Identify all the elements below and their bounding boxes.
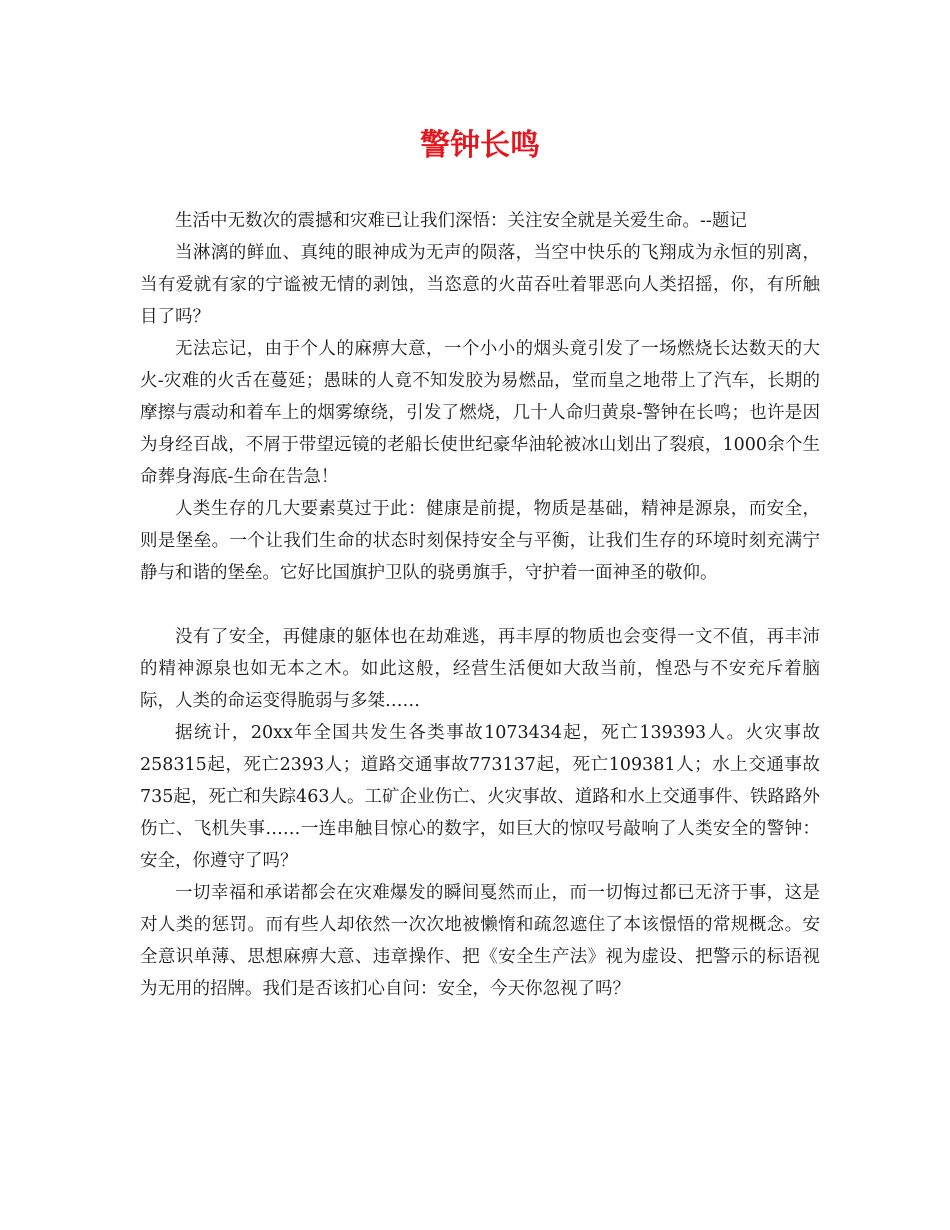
paragraph-epigraph: 生活中无数次的震撼和灾难已让我们深悟：关注安全就是关爱生命。--题记: [175, 211, 747, 231]
paragraph-gap: [140, 589, 820, 621]
page-title: 警钟长鸣: [420, 128, 540, 163]
paragraph: 人类生存的几大要素莫过于此：健康是前提，物质是基础，精神是源泉，而安全，则是堡垒。一个让我们生命的状态时刻保持安全与平衡，让我们生存的环境时刻充满宁静与和谐的堡垒。它好比国旗护卫队的骁勇旗手，守护着一面神圣的敬仰。: [140, 499, 820, 583]
paragraph: 当淋漓的鲜血、真纯的眼神成为无声的陨落，当空中快乐的飞翔成为永恒的别离，当有爱就有家的宁谧被无情的剥蚀，当恣意的火苗吞吐着罪恶向人类招摇，你，有所触目了吗？: [140, 243, 820, 327]
paragraph: 无法忘记，由于个人的麻痹大意，一个小小的烟头竟引发了一场燃烧长达数天的大火-灾难的火舌在蔓延；愚昧的人竟不知发胶为易燃品，堂而皇之地带上了汽车，长期的摩擦与震动和着车上的烟雾缭绕，引发了燃烧，几十人命归黄泉-警钟在长鸣；也许是因为身经百战，不屑于带望远镜的老船长使世纪豪华油轮被冰山划出了裂痕，1000余个生命葬身海底-生命在告急！: [140, 339, 820, 487]
paragraph: 没有了安全，再健康的躯体也在劫难逃，再丰厚的物质也会变得一文不值，再丰沛的精神源泉也如无本之木。如此这般，经营生活便如大敌当前，惶恐与不安充斥着脑际，人类的命运变得脆弱与多桀……: [140, 627, 820, 711]
paragraph: 据统计，20xx年全国共发生各类事故1073434起，死亡139393人。火灾事故258315起，死亡2393人；道路交通事故773137起，死亡109381人；水上交通事故735起，死亡和失踪463人。工矿企业伤亡、火灾事故、道路和水上交通事件、铁路路外伤亡、飞机失事……一连串触目惊心的数字，如巨大的惊叹号敲响了人类安全的警钟：安全，你遵守了吗？: [140, 723, 820, 871]
document-body: [140, 205, 820, 1005]
paragraph: 一切幸福和承诺都会在灾难爆发的瞬间戛然而止，而一切悔过都已无济于事，这是对人类的惩罚。而有些人却依然一次次地被懒惰和疏忽遮住了本该憬悟的常规概念。安全意识单薄、思想麻痹大意、违章操作、把《安全生产法》视为虚设、把警示的标语视为无用的招牌。我们是否该扪心自问：安全，今天你忽视了吗？: [140, 883, 820, 999]
